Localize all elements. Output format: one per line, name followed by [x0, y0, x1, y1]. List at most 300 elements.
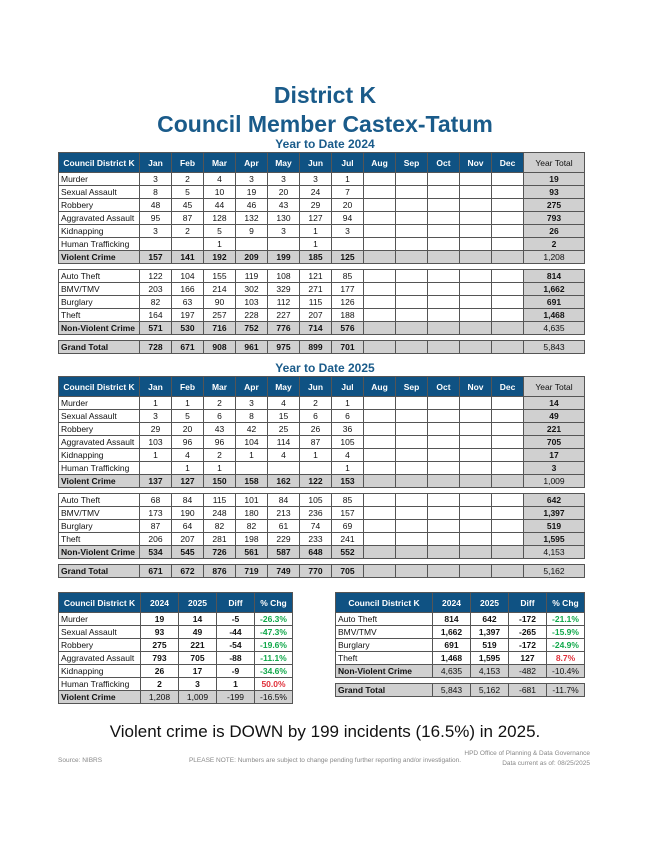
- month-value: 2: [204, 397, 236, 410]
- month-value: [492, 270, 524, 283]
- month-value: 90: [204, 296, 236, 309]
- column-header: Year Total: [524, 377, 585, 397]
- month-value: 701: [332, 341, 364, 354]
- row-label: Human Trafficking: [59, 462, 140, 475]
- month-value: 1: [332, 462, 364, 475]
- row-label: Grand Total: [59, 341, 140, 354]
- month-value: 728: [140, 341, 172, 354]
- row-label: BMV/TMV: [336, 626, 433, 639]
- month-value: 114: [268, 436, 300, 449]
- source-note: Source: NIBRS: [58, 757, 103, 764]
- month-value: [268, 462, 300, 475]
- month-value: 141: [172, 251, 204, 264]
- month-value: [396, 212, 428, 225]
- month-value: [460, 341, 492, 354]
- column-header: Sep: [396, 153, 428, 173]
- month-value: 233: [300, 533, 332, 546]
- table-row: [59, 565, 585, 578]
- month-value: 63: [172, 296, 204, 309]
- month-value: [428, 533, 460, 546]
- month-value: 104: [172, 270, 204, 283]
- month-value: [428, 494, 460, 507]
- month-value: [396, 341, 428, 354]
- diff-value: -199: [217, 691, 255, 704]
- table-row: [59, 652, 293, 665]
- month-value: 770: [300, 565, 332, 578]
- row-label: Burglary: [336, 639, 433, 652]
- month-value: 7: [332, 186, 364, 199]
- diff-value: -482: [509, 665, 547, 678]
- month-value: 105: [300, 494, 332, 507]
- month-value: 64: [172, 520, 204, 533]
- month-value: [492, 410, 524, 423]
- month-value: 229: [268, 533, 300, 546]
- column-header: 2024: [433, 593, 471, 613]
- month-value: 137: [140, 475, 172, 488]
- month-value: [428, 397, 460, 410]
- month-value: [140, 462, 172, 475]
- month-value: 776: [268, 322, 300, 335]
- column-header: Council District K: [59, 153, 140, 173]
- row-label: Violent Crime: [59, 691, 141, 704]
- month-value: [364, 186, 396, 199]
- month-value: 671: [140, 565, 172, 578]
- table-row: [59, 613, 293, 626]
- month-value: [396, 251, 428, 264]
- month-value: [492, 475, 524, 488]
- table-row: [59, 410, 585, 423]
- month-value: [428, 423, 460, 436]
- row-label: Theft: [336, 652, 433, 665]
- month-value: 85: [332, 494, 364, 507]
- column-header: Nov: [460, 377, 492, 397]
- month-value: [364, 520, 396, 533]
- table-row: [59, 423, 585, 436]
- month-value: [396, 397, 428, 410]
- month-value: [460, 423, 492, 436]
- row-label: Murder: [59, 397, 140, 410]
- month-value: 1: [140, 397, 172, 410]
- year-total-value: 519: [524, 520, 585, 533]
- month-value: 82: [140, 296, 172, 309]
- month-value: [396, 283, 428, 296]
- month-value: 157: [332, 507, 364, 520]
- column-header: 2024: [141, 593, 179, 613]
- value-2025: 3: [179, 678, 217, 691]
- year-total-value: 4,153: [524, 546, 585, 559]
- month-value: [364, 322, 396, 335]
- diff-value: -681: [509, 684, 547, 697]
- month-value: [364, 436, 396, 449]
- month-value: [396, 296, 428, 309]
- column-header: % Chg: [255, 593, 293, 613]
- month-value: 19: [236, 186, 268, 199]
- month-value: 749: [268, 565, 300, 578]
- month-value: [460, 533, 492, 546]
- month-value: [492, 494, 524, 507]
- month-value: 115: [204, 494, 236, 507]
- month-value: 1: [332, 173, 364, 186]
- month-value: [492, 341, 524, 354]
- table-row: [336, 665, 585, 678]
- year-total-value: 3: [524, 462, 585, 475]
- pct-change: -26.3%: [255, 613, 293, 626]
- month-value: [460, 173, 492, 186]
- month-value: [460, 436, 492, 449]
- month-value: [236, 238, 268, 251]
- month-value: [396, 173, 428, 186]
- table-row: [336, 626, 585, 639]
- value-2025: 4,153: [471, 665, 509, 678]
- column-header: Jul: [332, 153, 364, 173]
- month-value: 29: [300, 199, 332, 212]
- month-value: 69: [332, 520, 364, 533]
- month-value: 26: [300, 423, 332, 436]
- month-value: 236: [300, 507, 332, 520]
- table-row: [59, 296, 585, 309]
- month-value: [364, 309, 396, 322]
- month-value: 3: [140, 410, 172, 423]
- value-2024: 1,208: [141, 691, 179, 704]
- month-value: [460, 410, 492, 423]
- month-value: 188: [332, 309, 364, 322]
- table-row: [59, 475, 585, 488]
- month-value: [364, 462, 396, 475]
- column-header: % Chg: [547, 593, 585, 613]
- table-row: [59, 691, 293, 704]
- value-2024: 814: [433, 613, 471, 626]
- month-value: 197: [172, 309, 204, 322]
- month-value: 5: [172, 410, 204, 423]
- month-value: 552: [332, 546, 364, 559]
- month-value: [364, 225, 396, 238]
- page-subtitle: Council Member Castex-Tatum: [157, 111, 493, 137]
- table-row: [59, 173, 585, 186]
- year-total-value: 5,162: [524, 565, 585, 578]
- month-value: 24: [300, 186, 332, 199]
- month-value: 1: [236, 449, 268, 462]
- pct-change: -24.9%: [547, 639, 585, 652]
- column-header: Jun: [300, 153, 332, 173]
- year-total-value: 93: [524, 186, 585, 199]
- diff-value: 1: [217, 678, 255, 691]
- month-value: 302: [236, 283, 268, 296]
- month-value: [396, 507, 428, 520]
- month-value: [460, 520, 492, 533]
- column-header: May: [268, 377, 300, 397]
- table-row: [336, 639, 585, 652]
- month-value: 1: [204, 238, 236, 251]
- month-value: 576: [332, 322, 364, 335]
- month-value: 46: [236, 199, 268, 212]
- column-header: Oct: [428, 153, 460, 173]
- year-total-value: 4,635: [524, 322, 585, 335]
- month-value: 1: [172, 397, 204, 410]
- year-total-value: 814: [524, 270, 585, 283]
- month-value: [492, 436, 524, 449]
- disclaimer: PLEASE NOTE: Numbers are subject to change pending further reporting and/or investigation.: [188, 757, 462, 764]
- month-value: [492, 462, 524, 475]
- month-value: 199: [268, 251, 300, 264]
- month-value: 206: [140, 533, 172, 546]
- value-2024: 691: [433, 639, 471, 652]
- month-value: 157: [140, 251, 172, 264]
- month-value: [364, 251, 396, 264]
- month-value: 20: [332, 199, 364, 212]
- month-value: 2: [172, 173, 204, 186]
- column-header: Apr: [236, 377, 268, 397]
- ytd-2024-title: Year to Date 2024: [275, 137, 375, 151]
- table-row: [59, 678, 293, 691]
- month-value: 101: [236, 494, 268, 507]
- month-value: [428, 507, 460, 520]
- value-2024: 275: [141, 639, 179, 652]
- pct-change: -10.4%: [547, 665, 585, 678]
- table-row: [59, 507, 585, 520]
- month-value: 3: [236, 397, 268, 410]
- month-value: 43: [268, 199, 300, 212]
- month-value: 1: [204, 462, 236, 475]
- month-value: [268, 238, 300, 251]
- month-value: [492, 533, 524, 546]
- table-row: [59, 186, 585, 199]
- month-value: 74: [300, 520, 332, 533]
- year-total-value: 1,208: [524, 251, 585, 264]
- diff-value: -172: [509, 639, 547, 652]
- column-header: Jun: [300, 377, 332, 397]
- month-value: [428, 475, 460, 488]
- header-row: [59, 153, 585, 173]
- value-2024: 19: [141, 613, 179, 626]
- year-total-value: 17: [524, 449, 585, 462]
- month-value: 716: [204, 322, 236, 335]
- month-value: 207: [172, 533, 204, 546]
- month-value: 96: [204, 436, 236, 449]
- column-header: Jan: [140, 377, 172, 397]
- header-row: [59, 377, 585, 397]
- nonviolent-comparison-table: [335, 592, 585, 697]
- month-value: [492, 212, 524, 225]
- row-label: Violent Crime: [59, 475, 140, 488]
- value-2025: 49: [179, 626, 217, 639]
- diff-value: -44: [217, 626, 255, 639]
- month-value: 752: [236, 322, 268, 335]
- month-value: [332, 238, 364, 251]
- month-value: [460, 251, 492, 264]
- month-value: [460, 565, 492, 578]
- month-value: 29: [140, 423, 172, 436]
- month-value: [428, 462, 460, 475]
- value-2025: 705: [179, 652, 217, 665]
- column-header: Council District K: [336, 593, 433, 613]
- month-value: 209: [236, 251, 268, 264]
- column-header: Council District K: [59, 377, 140, 397]
- month-value: 545: [172, 546, 204, 559]
- month-value: [396, 238, 428, 251]
- month-value: 3: [300, 173, 332, 186]
- table-row: [59, 533, 585, 546]
- month-value: [492, 296, 524, 309]
- month-value: 3: [140, 225, 172, 238]
- month-value: 876: [204, 565, 236, 578]
- month-value: [364, 270, 396, 283]
- month-value: [460, 199, 492, 212]
- month-value: 5: [204, 225, 236, 238]
- table-row: [59, 494, 585, 507]
- month-value: [492, 397, 524, 410]
- month-value: 1: [172, 462, 204, 475]
- ytd-2025-table: [58, 376, 585, 578]
- month-value: 125: [332, 251, 364, 264]
- month-value: 1: [300, 225, 332, 238]
- month-value: [364, 341, 396, 354]
- year-total-value: 1,397: [524, 507, 585, 520]
- month-value: 119: [236, 270, 268, 283]
- month-value: [492, 546, 524, 559]
- month-value: 45: [172, 199, 204, 212]
- diff-value: -265: [509, 626, 547, 639]
- month-value: 85: [332, 270, 364, 283]
- month-value: [428, 296, 460, 309]
- month-value: [460, 507, 492, 520]
- month-value: [428, 410, 460, 423]
- pct-change: -21.1%: [547, 613, 585, 626]
- month-value: 4: [268, 397, 300, 410]
- month-value: 130: [268, 212, 300, 225]
- month-value: 1: [332, 397, 364, 410]
- month-value: 248: [204, 507, 236, 520]
- row-label: Murder: [59, 613, 141, 626]
- table-row: [336, 684, 585, 697]
- month-value: 271: [300, 283, 332, 296]
- month-value: [460, 397, 492, 410]
- month-value: [396, 225, 428, 238]
- month-value: 1: [300, 238, 332, 251]
- year-total-value: 1,468: [524, 309, 585, 322]
- table-row: [59, 322, 585, 335]
- row-label: Auto Theft: [336, 613, 433, 626]
- diff-value: 127: [509, 652, 547, 665]
- headline-summary: Violent crime is DOWN by 199 incidents (16.5%) in 2025.: [109, 722, 541, 741]
- month-value: 96: [172, 436, 204, 449]
- month-value: 42: [236, 423, 268, 436]
- month-value: [396, 322, 428, 335]
- column-header: Oct: [428, 377, 460, 397]
- row-label: Murder: [59, 173, 140, 186]
- ytd-2025-title: Year to Date 2025: [275, 361, 375, 375]
- month-value: 121: [300, 270, 332, 283]
- month-value: [396, 449, 428, 462]
- pct-change: -19.6%: [255, 639, 293, 652]
- month-value: 180: [236, 507, 268, 520]
- row-label: Non-Violent Crime: [59, 546, 140, 559]
- month-value: [396, 462, 428, 475]
- row-label: Robbery: [59, 199, 140, 212]
- month-value: 122: [140, 270, 172, 283]
- row-label: Sexual Assault: [59, 410, 140, 423]
- table-row: [59, 341, 585, 354]
- month-value: 671: [172, 341, 204, 354]
- column-header: Apr: [236, 153, 268, 173]
- month-value: 587: [268, 546, 300, 559]
- month-value: 185: [300, 251, 332, 264]
- month-value: 3: [268, 225, 300, 238]
- year-total-value: 1,595: [524, 533, 585, 546]
- row-label: Auto Theft: [59, 270, 140, 283]
- month-value: 94: [332, 212, 364, 225]
- month-value: [492, 238, 524, 251]
- year-total-value: 793: [524, 212, 585, 225]
- office-name: HPD Office of Planning & Data Governance: [464, 750, 590, 757]
- month-value: 571: [140, 322, 172, 335]
- month-value: 192: [204, 251, 236, 264]
- column-header: Feb: [172, 153, 204, 173]
- column-header: Sep: [396, 377, 428, 397]
- year-total-value: 1,009: [524, 475, 585, 488]
- month-value: [492, 186, 524, 199]
- row-label: Human Trafficking: [59, 678, 141, 691]
- month-value: 8: [140, 186, 172, 199]
- month-value: [428, 199, 460, 212]
- month-value: [428, 225, 460, 238]
- value-2025: 221: [179, 639, 217, 652]
- month-value: 15: [268, 410, 300, 423]
- month-value: 127: [300, 212, 332, 225]
- row-label: Non-Violent Crime: [336, 665, 433, 678]
- row-label: Grand Total: [336, 684, 433, 697]
- month-value: 158: [236, 475, 268, 488]
- column-header: Dec: [492, 153, 524, 173]
- diff-value: -172: [509, 613, 547, 626]
- month-value: 87: [300, 436, 332, 449]
- month-value: [428, 251, 460, 264]
- month-value: 164: [140, 309, 172, 322]
- month-value: 61: [268, 520, 300, 533]
- month-value: [396, 186, 428, 199]
- month-value: 166: [172, 283, 204, 296]
- month-value: 714: [300, 322, 332, 335]
- month-value: [460, 186, 492, 199]
- row-label: Robbery: [59, 639, 141, 652]
- month-value: [460, 546, 492, 559]
- table-row: [59, 270, 585, 283]
- table-row: [59, 199, 585, 212]
- month-value: [364, 173, 396, 186]
- month-value: 3: [236, 173, 268, 186]
- month-value: 961: [236, 341, 268, 354]
- month-value: 214: [204, 283, 236, 296]
- column-header: Mar: [204, 153, 236, 173]
- month-value: 227: [268, 309, 300, 322]
- row-label: Theft: [59, 533, 140, 546]
- month-value: [364, 296, 396, 309]
- row-label: Kidnapping: [59, 449, 140, 462]
- year-total-value: 1,662: [524, 283, 585, 296]
- month-value: [364, 397, 396, 410]
- month-value: 105: [332, 436, 364, 449]
- month-value: [364, 410, 396, 423]
- month-value: 2: [300, 397, 332, 410]
- month-value: [492, 507, 524, 520]
- table-row: [59, 309, 585, 322]
- month-value: [396, 309, 428, 322]
- month-value: 10: [204, 186, 236, 199]
- month-value: 3: [332, 225, 364, 238]
- month-value: 6: [204, 410, 236, 423]
- row-label: Theft: [59, 309, 140, 322]
- month-value: [364, 212, 396, 225]
- value-2024: 2: [141, 678, 179, 691]
